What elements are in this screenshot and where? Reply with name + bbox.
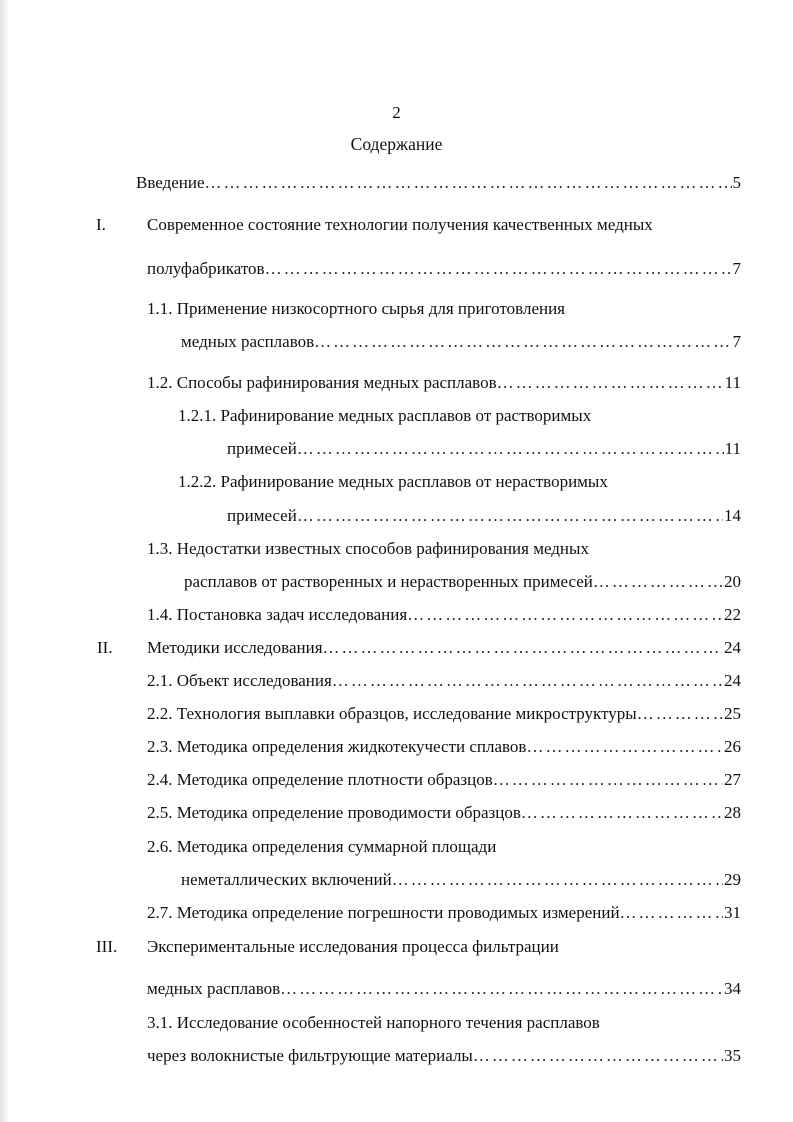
- toc-section-2-2: [147, 703, 741, 725]
- toc-entry-text: медных расплавов: [147, 979, 281, 998]
- toc-section-3-1-title: 3.1. Исследование особенностей напорного течения расплавов: [147, 1013, 600, 1032]
- toc-entry-introduction: [136, 172, 741, 194]
- toc-section-2-6: [181, 869, 741, 891]
- dot-leader: [314, 331, 731, 353]
- toc-entry-text: 1.2. Способы рафинирования медных расплавов: [147, 373, 497, 392]
- toc-entry-text: примесей: [227, 506, 297, 525]
- dot-leader: [473, 1045, 723, 1067]
- chapter-marker-3: III.: [96, 937, 118, 956]
- toc-section-1-4: [147, 604, 741, 626]
- dot-leader: [637, 703, 723, 725]
- toc-entry-text: 2.4. Методика определение плотности образцов: [147, 770, 493, 789]
- toc-section-1-2-1: [227, 438, 741, 460]
- toc-entry-text: через волокнистые фильтрующие материалы: [147, 1046, 473, 1065]
- dot-leader: [593, 571, 723, 593]
- toc-entry-page: 24: [724, 638, 741, 657]
- toc-entry-text: Введение: [136, 173, 205, 192]
- toc-section-1-1: [181, 331, 741, 353]
- toc-entry-text: неметаллических включений: [181, 870, 392, 889]
- dot-leader: [297, 438, 724, 460]
- toc-section-2-7: [147, 902, 741, 924]
- dot-leader: [407, 604, 723, 626]
- toc-entry-text: расплавов от растворенных и нерастворенных примесей: [184, 572, 593, 591]
- toc-section-1-2-1-title: 1.2.1. Рафинирование медных расплавов от растворимых: [178, 406, 592, 425]
- chapter-marker-1: I.: [96, 215, 106, 234]
- toc-entry-page: 28: [724, 803, 741, 822]
- toc-entry-page: 11: [724, 439, 741, 458]
- toc-chapter-3: [147, 978, 741, 1000]
- toc-entry-page: 7: [732, 332, 741, 351]
- dot-leader: [392, 869, 723, 891]
- toc-entry-text: 2.7. Методика определение погрешности проводимых измерений: [147, 903, 620, 922]
- toc-entry-page: 25: [724, 704, 741, 723]
- page-title: Содержание: [350, 134, 443, 154]
- scan-edge: [0, 0, 10, 1122]
- dot-leader: [521, 802, 723, 824]
- toc-entry-text: Методики исследования: [147, 638, 323, 657]
- toc-entry-page: 27: [724, 770, 741, 789]
- toc-chapter-2: [147, 637, 741, 659]
- toc-section-1-2: [147, 372, 741, 394]
- toc-section-1-2-2-title: 1.2.2. Рафинирование медных расплавов от нерастворимых: [178, 472, 608, 491]
- dot-leader: [497, 372, 724, 394]
- toc-section-2-5: [147, 802, 741, 824]
- toc-entry-page: 34: [724, 979, 741, 998]
- toc-entry-page: 14: [724, 506, 741, 525]
- dot-leader: [620, 902, 723, 924]
- chapter-marker-2: II.: [97, 638, 113, 657]
- toc-chapter-3-title: Экспериментальные исследования процесса фильтрации: [147, 937, 559, 956]
- toc-section-1-2-2: [227, 505, 741, 527]
- toc-entry-text: полуфабрикатов: [147, 259, 265, 278]
- toc-entry-text: медных расплавов: [181, 332, 315, 351]
- toc-entry-page: 26: [724, 737, 741, 756]
- toc-entry-text: 2.1. Объект исследования: [147, 671, 332, 690]
- toc-section-1-1-title: 1.1. Применение низкосортного сырья для приготовления: [147, 299, 566, 318]
- dot-leader: [280, 978, 723, 1000]
- toc-entry-page: 31: [724, 903, 741, 922]
- dot-leader: [265, 258, 732, 280]
- dot-leader: [493, 769, 723, 791]
- toc-chapter-1: [147, 258, 741, 280]
- toc-entry-page: 24: [724, 671, 741, 690]
- toc-section-2-6-title: 2.6. Методика определения суммарной площади: [147, 837, 497, 856]
- dot-leader: [332, 670, 723, 692]
- toc-section-2-3: [147, 736, 741, 758]
- toc-entry-page: 5: [732, 173, 741, 192]
- dot-leader: [297, 505, 723, 527]
- toc-section-2-1: [147, 670, 741, 692]
- toc-entry-text: 2.3. Методика определения жидкотекучести сплавов: [147, 737, 527, 756]
- page-number: 2: [392, 103, 401, 122]
- dot-leader: [205, 172, 732, 194]
- toc-entry-page: 7: [732, 259, 741, 278]
- toc-section-1-3-title: 1.3. Недостатки известных способов рафинирования медных: [147, 539, 589, 558]
- toc-entry-page: 22: [724, 605, 741, 624]
- toc-entry-page: 29: [724, 870, 741, 889]
- dot-leader: [526, 736, 723, 758]
- toc-entry-text: 2.5. Методика определение проводимости образцов: [147, 803, 521, 822]
- toc-entry-text: примесей: [227, 439, 297, 458]
- toc-entry-text: 1.4. Постановка задач исследования: [147, 605, 408, 624]
- toc-entry-page: 11: [724, 373, 741, 392]
- toc-entry-page: 35: [724, 1046, 741, 1065]
- toc-entry-text: 2.2. Технология выплавки образцов, исследование микроструктуры: [147, 704, 637, 723]
- toc-section-2-4: [147, 769, 741, 791]
- toc-section-1-3: [184, 571, 741, 593]
- toc-section-3-1: [147, 1045, 741, 1067]
- dot-leader: [323, 637, 723, 659]
- toc-chapter-1-title: Современное состояние технологии получения качественных медных: [147, 215, 653, 234]
- toc-entry-page: 20: [724, 572, 741, 591]
